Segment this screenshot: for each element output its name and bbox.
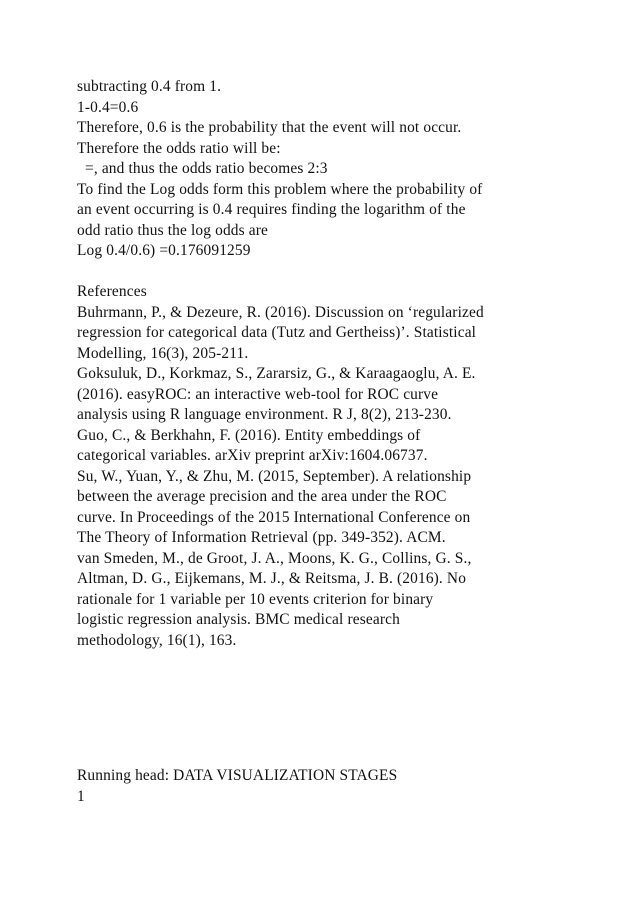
reference-line: Su, W., Yuan, Y., & Zhu, M. (2015, September). A relationship xyxy=(77,467,472,485)
reference-line: Guo, C., & Berkhahn, F. (2016). Entity embeddings of xyxy=(77,426,421,444)
body-line: Log 0.4/0.6) =0.176091259 xyxy=(77,242,251,259)
body-line: =, and thus the odds ratio becomes 2:3 xyxy=(77,160,328,177)
running-head: Running head: DATA VISUALIZATION STAGES xyxy=(77,767,398,784)
reference-line: curve. In Proceedings of the 2015 International Conference on xyxy=(77,508,471,526)
page-number: 1 xyxy=(77,787,85,805)
reference-line: categorical variables. arXiv preprint arXiv:1604.06737. xyxy=(77,447,428,464)
body-line: subtracting 0.4 from 1. xyxy=(77,78,222,95)
reference-line: van Smeden, M., de Groot, J. A., Moons, K. G., Collins, G. S., xyxy=(77,549,472,567)
reference-line: Goksuluk, D., Korkmaz, S., Zararsiz, G., & Karaagaoglu, A. E. xyxy=(77,365,476,382)
reference-line: rationale for 1 variable per 10 events criterion for binary xyxy=(77,590,434,608)
body-line: Therefore the odds ratio will be: xyxy=(77,139,281,157)
reference-line: logistic regression analysis. BMC medical research xyxy=(77,611,400,628)
body-line: 1-0.4=0.6 xyxy=(77,98,139,116)
reference-line: Modelling, 16(3), 205-211. xyxy=(77,344,249,362)
references-heading: References xyxy=(77,283,147,300)
reference-line: Buhrmann, P., & Dezeure, R. (2016). Discussion on ‘regularized xyxy=(77,303,484,321)
body-line: Therefore, 0.6 is the probability that the event will not occur. xyxy=(77,119,462,136)
body-line: an event occurring is 0.4 requires finding the logarithm of the xyxy=(77,201,466,218)
reference-line: methodology, 16(1), 163. xyxy=(77,631,237,649)
reference-line: Altman, D. G., Eijkemans, M. J., & Reitsma, J. B. (2016). No xyxy=(77,570,467,587)
paragraph-gap xyxy=(77,262,597,283)
document-body xyxy=(77,77,597,651)
body-line: To find the Log odds form this problem where the probability of xyxy=(77,180,483,198)
reference-line: (2016). easyROC: an interactive web-tool for ROC curve xyxy=(77,385,439,403)
page-header-next xyxy=(77,766,597,807)
reference-line: between the average precision and the area under the ROC xyxy=(77,488,447,505)
reference-line: The Theory of Information Retrieval (pp. 349-352). ACM. xyxy=(77,529,446,546)
reference-line: regression for categorical data (Tutz and Gertheiss)’. Statistical xyxy=(77,324,477,341)
body-line: odd ratio thus the log odds are xyxy=(77,221,269,239)
reference-line: analysis using R language environment. R J, 8(2), 213-230. xyxy=(77,406,452,423)
